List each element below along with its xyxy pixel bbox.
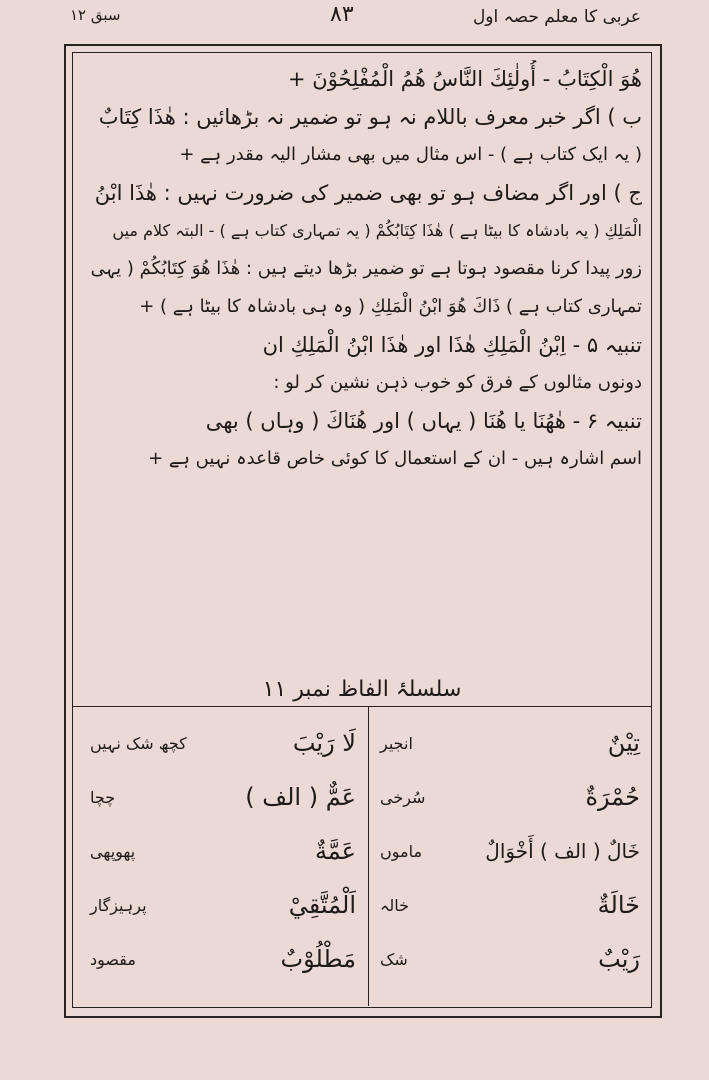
vocab-word: مَطْلُوْبٌ	[280, 945, 356, 973]
lesson-label: سبق ۱۲	[70, 6, 121, 24]
vocab-row	[380, 932, 640, 986]
text-line-1: هُوَ الْكِتَابُ - أُولٰئِكَ النَّاسُ هُمُ الْمُفْلِحُوْنَ +	[288, 67, 642, 91]
vocab-row	[380, 824, 640, 878]
page-number: ۸۳	[330, 2, 354, 27]
text-line-6: زور پیدا کرنا مقصود ہوتا ہے تو ضمیر بڑھا دیتے ہیں : هٰذَا هُوَ كِتَابُكُمْ ( یہی	[90, 258, 642, 279]
vocab-row	[90, 878, 356, 932]
text-line-10: تنبیہ ۶ - هٰهُنَا یا هُنَا ( یہاں ) اور هُنَاكَ ( وہاں ) بھی	[205, 409, 642, 433]
text-line-5: الْمَلِكِ ( یہ بادشاہ کا بیٹا ہے ) هٰذَا كِتَابُكُمْ ( یہ تمہاری کتاب ہے ) - البتہ کلام میں	[112, 221, 642, 240]
vocab-row	[380, 770, 640, 824]
vocab-meaning: چچا	[90, 787, 116, 807]
vocab-word: عَمٌّ ( الف )	[245, 783, 356, 811]
vocab-word: رَيْبٌ	[598, 945, 640, 973]
text-line-2: ب ) اگر خبر معرف باللام نہ ہو تو ضمیر نہ بڑھائیں : هٰذَا كِتَابٌ	[98, 105, 642, 129]
vocab-meaning: پرہیزگار	[90, 895, 147, 915]
text-line-9: دونوں مثالوں کے فرق کو خوب ذہن نشین کر لو :	[273, 372, 642, 393]
vocab-word: تِيْنٌ	[607, 729, 640, 757]
vocab-row	[90, 770, 356, 824]
vocab-meaning: کچھ شک نہیں	[90, 733, 187, 753]
text-line-7: تمہاری کتاب ہے ) ذَاكَ هُوَ ابْنُ الْمَلِكِ ( وہ ہی بادشاہ کا بیٹا ہے ) +	[139, 296, 642, 317]
vocab-row	[90, 932, 356, 986]
vocab-meaning: خالہ	[380, 895, 410, 915]
vocab-row	[380, 878, 640, 932]
vocabulary-title: سلسلۂ الفاظ نمبر ۱۱	[262, 677, 462, 702]
page-header	[0, 0, 709, 40]
vocab-meaning: انجیر	[380, 733, 413, 753]
vocab-meaning: شک	[380, 949, 408, 969]
vocab-word: اَلْمُتَّقِيْ	[288, 891, 356, 919]
text-line-8: تنبیہ ۵ - اِبْنُ الْمَلِكِ هٰذَا اور هٰذَا ابْنُ الْمَلِكِ ان	[262, 333, 642, 357]
vocab-word: عَمَّةٌ	[314, 837, 356, 865]
vocab-word: حُمْرَةٌ	[585, 783, 640, 811]
vocab-meaning: پھوپھی	[90, 841, 136, 861]
book-title: عربی کا معلم حصہ اول	[472, 7, 641, 27]
lesson-body	[82, 60, 642, 478]
vocab-word: لَا رَيْبَ	[292, 729, 356, 757]
vocab-meaning: مقصود	[90, 949, 136, 969]
vocabulary-column-divider	[368, 706, 369, 1006]
vocab-word: خَالَةٌ	[597, 891, 640, 919]
vocab-row	[90, 824, 356, 878]
text-line-11: اسم اشارہ ہیں - ان کے استعمال کا کوئی خاص قاعدہ نہیں ہے +	[148, 448, 642, 469]
vocab-word: خَالٌ ( الف ) أَخْوَالٌ	[485, 839, 640, 863]
vocabulary-right-column	[380, 716, 640, 986]
text-line-4: ج ) اور اگر مضاف ہو تو بھی ضمیر کی ضرورت نہیں : هٰذَا ابْنُ	[94, 181, 642, 205]
vocab-meaning: سُرخی	[380, 787, 426, 807]
vocab-row	[90, 716, 356, 770]
text-line-3: ( یہ ایک کتاب ہے ) - اس مثال میں بھی مشار الیہ مقدر ہے +	[179, 144, 642, 165]
vocabulary-left-column	[90, 716, 356, 986]
vocab-row	[380, 716, 640, 770]
vocab-meaning: ماموں	[380, 841, 423, 861]
